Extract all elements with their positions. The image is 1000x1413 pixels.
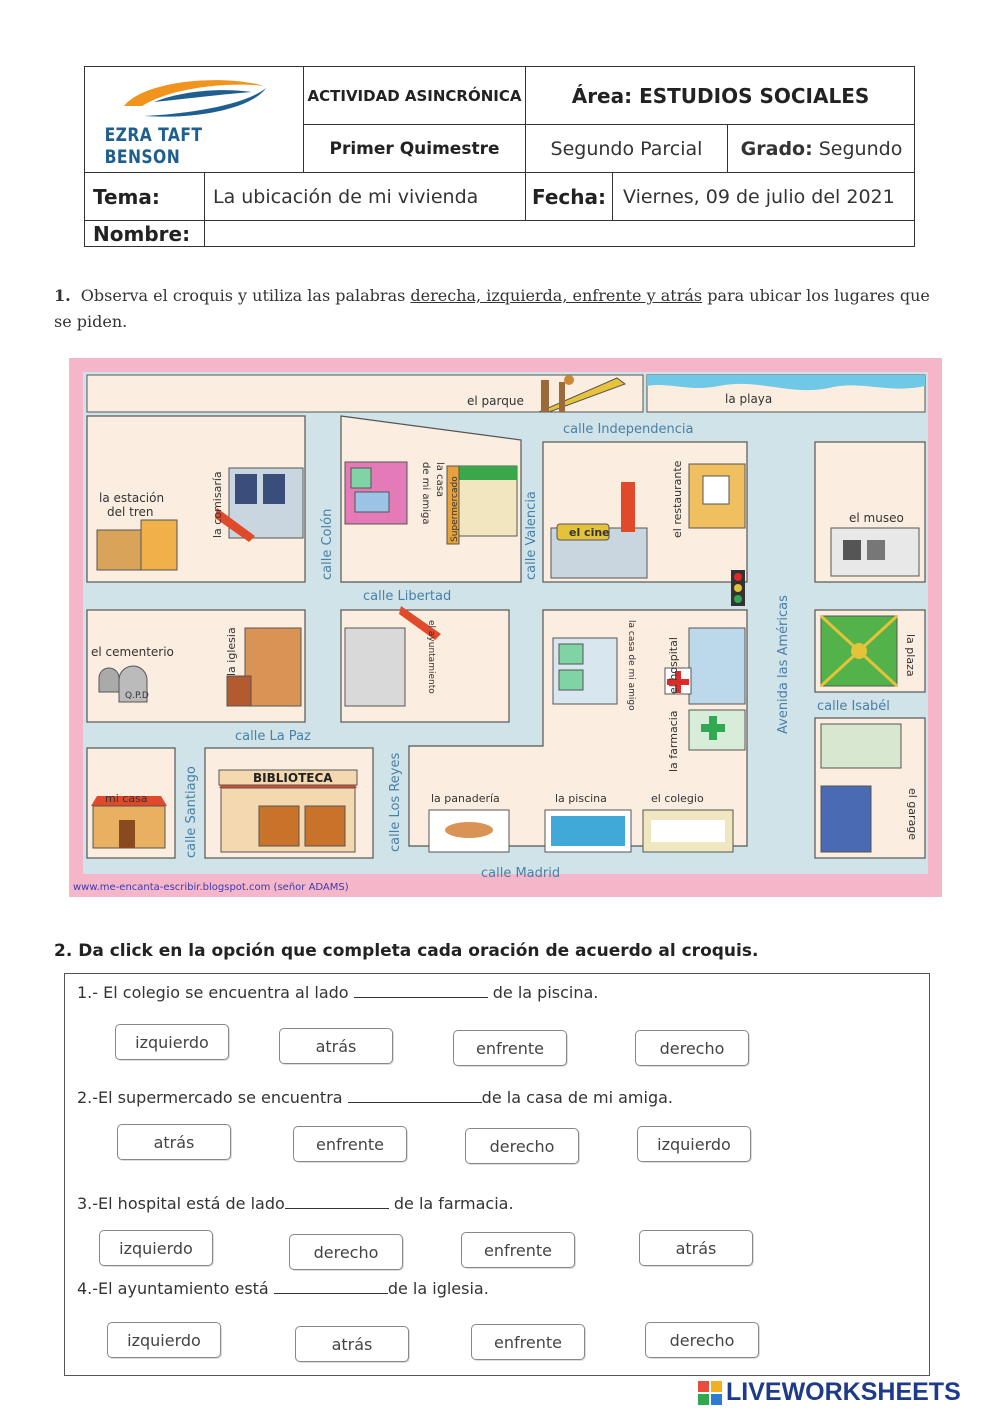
question-3-pre: 3.-El hospital está de lado [77, 1194, 285, 1213]
pool-icon [545, 810, 631, 852]
instruction-1-text-a: Observa el croquis y utiliza las palabras [80, 286, 406, 305]
label-plaza: la plaza [904, 634, 917, 677]
header-table [84, 66, 915, 247]
label-park: el parque [467, 394, 524, 408]
label-station-a: la estación [99, 491, 165, 505]
label-beach: la playa [725, 392, 773, 406]
street-isabel: calle Isabél [817, 699, 890, 714]
q1-option-enfrente[interactable]: enfrente [453, 1030, 567, 1066]
instruction-1-keywords: derecha, izquierda, enfrente y atrás [410, 286, 703, 305]
question-2 [77, 1088, 673, 1107]
street-los-reyes: calle Los Reyes [388, 752, 403, 852]
q2-option-atras[interactable]: atrás [117, 1124, 231, 1160]
label-cemetery: el cementerio [91, 645, 174, 659]
q2-option-enfrente[interactable]: enfrente [293, 1126, 407, 1162]
grade-value: Segundo [818, 137, 903, 160]
area-cell [526, 67, 915, 125]
street-la-paz: calle La Paz [235, 729, 311, 744]
name-value [205, 221, 915, 246]
school-icon [643, 810, 733, 852]
museum-icon [831, 528, 919, 576]
label-my-house: mi casa [105, 792, 148, 805]
question-2-pre: 2.-El supermercado se encuentra [77, 1088, 343, 1107]
label-friend-house-b: la casa de mi amigo [626, 620, 636, 711]
street-americas: Avenida las Américas [776, 595, 791, 734]
label-pool: la piscina [555, 792, 607, 805]
friend-house-b-icon [553, 638, 617, 704]
question-1 [77, 983, 598, 1002]
label-museum: el museo [849, 511, 904, 525]
label-tomb: Q.P.D [125, 691, 149, 701]
friend-house-a-icon [345, 462, 407, 524]
bakery-icon [429, 810, 509, 852]
label-library: BIBLIOTECA [253, 771, 333, 785]
label-restaurant: el restaurante [671, 460, 684, 538]
q3-option-enfrente[interactable]: enfrente [461, 1232, 575, 1268]
topic-value: La ubicación de mi vivienda [205, 173, 526, 221]
question-2-post: de la casa de mi amiga. [481, 1088, 674, 1107]
quiz-box [64, 973, 930, 1376]
q1-option-atras[interactable]: atrás [279, 1028, 393, 1064]
q3-option-izquierdo[interactable]: izquierdo [99, 1230, 213, 1266]
question-1-blank [354, 983, 488, 998]
q2-option-izquierdo[interactable]: izquierdo [637, 1126, 751, 1162]
question-4-blank [274, 1279, 388, 1294]
label-town-hall: el ayuntamiento [426, 620, 436, 694]
liveworksheets-logo-icon [698, 1381, 722, 1405]
activity-type: ACTIVIDAD ASINCRÓNICA [304, 67, 526, 125]
plaza-icon [821, 616, 897, 686]
restaurant-icon [689, 464, 745, 528]
question-3 [77, 1194, 514, 1213]
label-bakery: la panadería [431, 792, 500, 805]
school-name: EZRA TAFT BENSON [104, 123, 203, 168]
question-4-pre: 4.-El ayuntamiento está [77, 1279, 269, 1298]
label-pharmacy: la farmacia [667, 710, 680, 772]
grade-cell [728, 125, 915, 173]
label-station-b: del tren [107, 505, 154, 519]
date-label: Fecha: [526, 173, 613, 221]
label-friend-house-a2: de mi amiga [420, 462, 431, 525]
pharmacy-icon [689, 710, 745, 750]
label-school: el colegio [651, 792, 704, 805]
instruction-1-number: 1. [54, 286, 71, 305]
q3-option-derecho[interactable]: derecho [289, 1234, 403, 1270]
question-2-blank [348, 1088, 482, 1103]
street-independencia: calle Independencia [563, 422, 694, 437]
q4-option-enfrente[interactable]: enfrente [471, 1324, 585, 1360]
label-hospital: el hospital [667, 637, 680, 694]
q2-option-derecho[interactable]: derecho [465, 1128, 579, 1164]
date-value: Viernes, 09 de julio del 2021 [613, 173, 915, 221]
grade-label: Grado: [740, 137, 813, 160]
street-madrid: calle Madrid [481, 866, 561, 881]
partial: Segundo Parcial [526, 125, 728, 173]
label-church: la iglesia [225, 627, 238, 676]
street-santiago: calle Santiago [184, 766, 199, 858]
term: Primer Quimestre [304, 125, 526, 173]
q3-option-atras[interactable]: atrás [639, 1230, 753, 1266]
label-police: la comisaría [211, 471, 224, 538]
q4-option-atras[interactable]: atrás [295, 1326, 409, 1362]
label-friend-house-a1: la casa [434, 462, 445, 498]
name-label: Nombre: [85, 221, 205, 246]
label-supermarket: Supermercado [450, 476, 460, 542]
street-libertad: calle Libertad [363, 589, 452, 604]
area-label: Área: [571, 83, 633, 108]
instruction-1-text-b: para ubicar los lugares que se piden. [54, 286, 930, 331]
street-valencia: calle Valencia [524, 491, 539, 580]
traffic-light-icon [731, 570, 745, 606]
school-logo [85, 67, 304, 173]
label-garage: el garage [906, 788, 919, 841]
instruction-1 [54, 283, 944, 335]
q4-option-izquierdo[interactable]: izquierdo [107, 1322, 221, 1358]
map-svg [69, 358, 942, 897]
topic-label: Tema: [85, 173, 205, 221]
question-3-blank [285, 1194, 389, 1209]
q4-option-derecho[interactable]: derecho [645, 1322, 759, 1358]
liveworksheets-brand: LIVEWORKSHEETS [726, 1378, 961, 1406]
instruction-2: 2. Da click en la opción que completa cada oración de acuerdo al croquis. [54, 941, 759, 961]
question-1-post: de la piscina. [492, 983, 599, 1002]
map-credit: www.me-encanta-escribir.blogspot.com (señor ADAMS) [73, 882, 349, 893]
question-4 [77, 1279, 489, 1298]
street-colon: calle Colón [320, 508, 335, 580]
question-3-post: de la farmacia. [393, 1194, 514, 1213]
q1-option-derecho[interactable]: derecho [635, 1030, 749, 1066]
question-4-post: de la iglesia. [387, 1279, 489, 1298]
liveworksheets-watermark [698, 1378, 961, 1407]
town-map [69, 358, 942, 897]
q1-option-izquierdo[interactable]: izquierdo [115, 1024, 229, 1060]
swoosh-logo-icon [114, 72, 274, 122]
label-cinema: el cine [569, 526, 610, 539]
question-1-pre: 1.- El colegio se encuentra al lado [77, 983, 349, 1002]
area-value: ESTUDIOS SOCIALES [639, 83, 870, 108]
